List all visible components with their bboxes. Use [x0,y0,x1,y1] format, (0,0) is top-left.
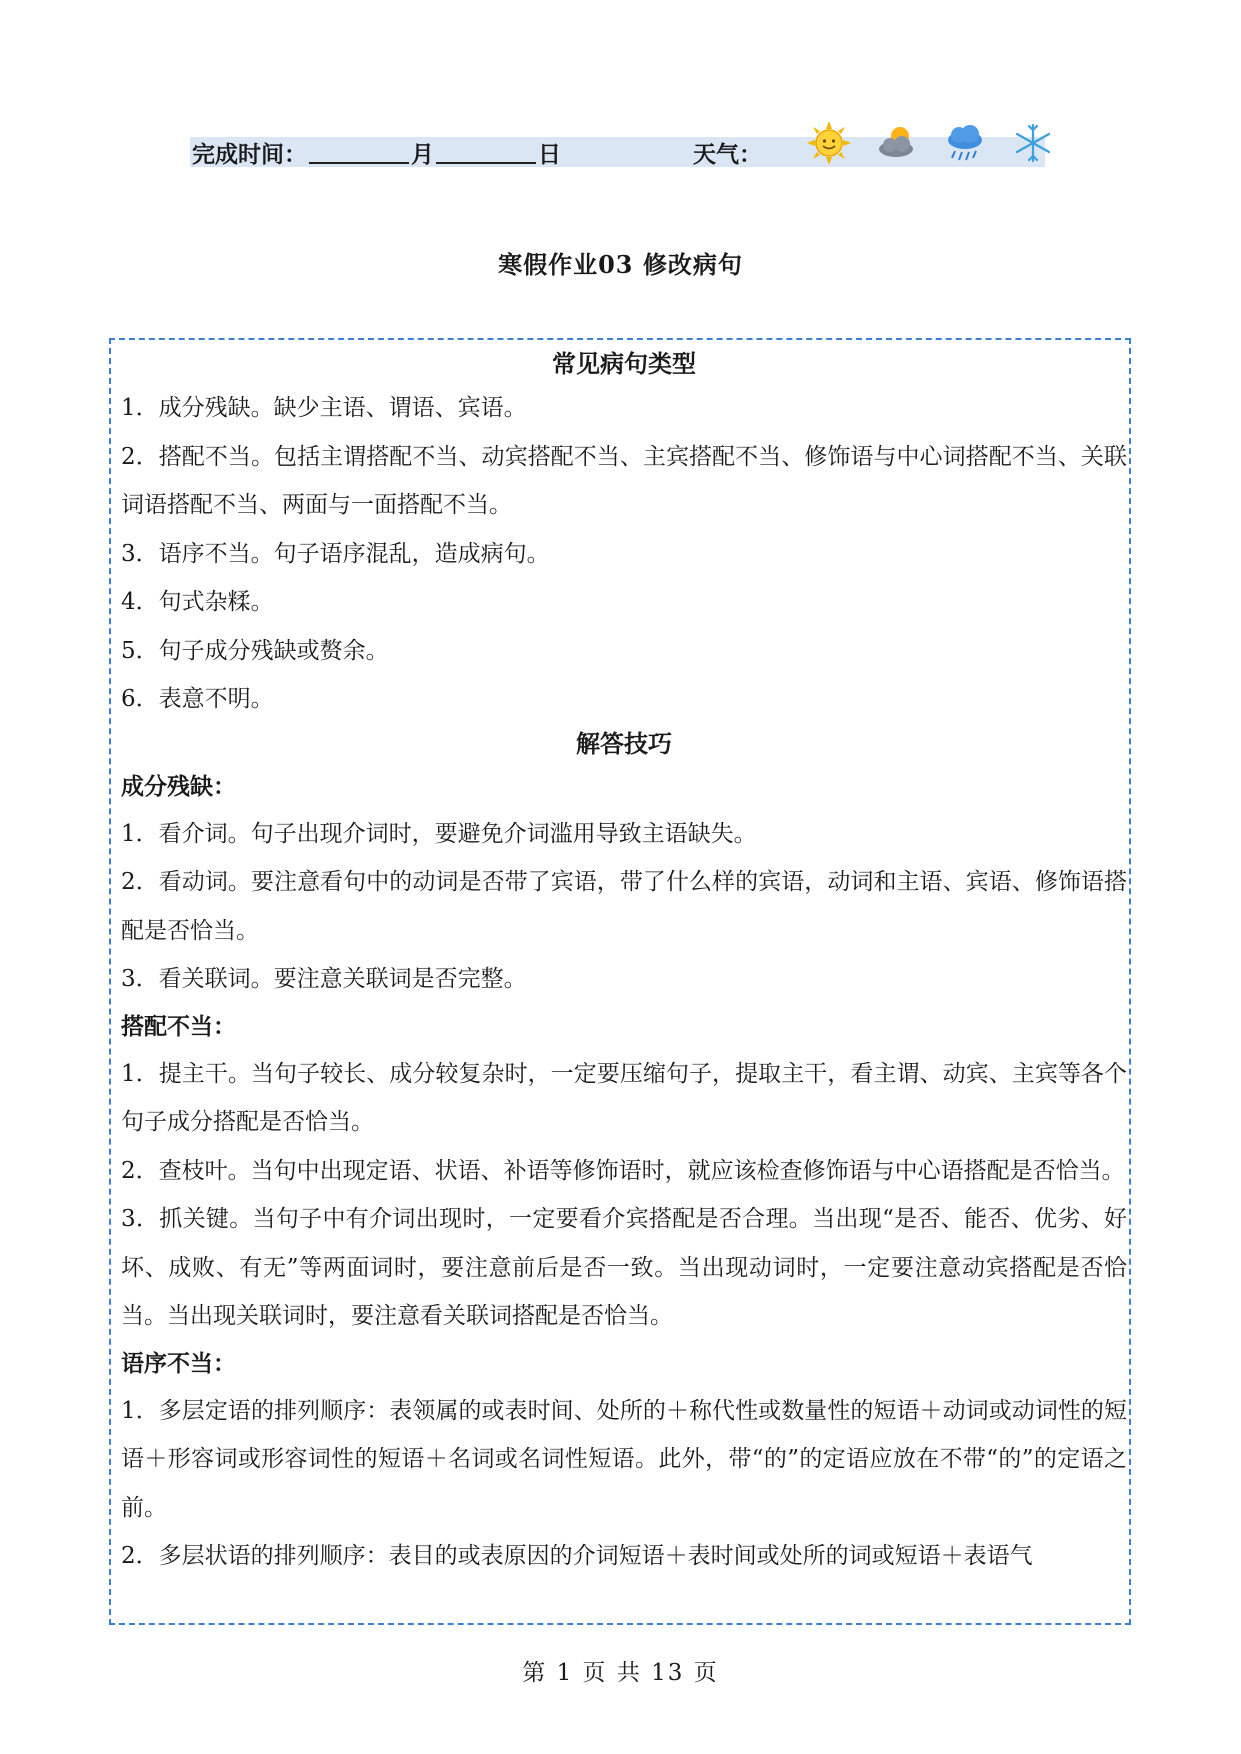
list-item: 3．看关联词。要注意关联词是否完整。 [121,966,527,992]
tips-group-title: 成分残缺： [121,773,236,800]
list-item: 1．成分残缺。缺少主语、谓语、宾语。 [121,395,527,421]
list-item: 1．看介词。句子出现介词时，要避免介词滥用导致主语缺失。 [121,820,757,847]
day-label: 日 [538,141,561,168]
weather-icons [806,120,1056,166]
tips-group-title: 语序不当： [121,1350,236,1377]
cloud-sun-icon[interactable] [874,120,920,166]
rain-cloud-icon[interactable] [942,120,988,166]
month-label: 月 [411,141,434,168]
content-box [109,338,1131,1625]
sun-icon[interactable] [806,120,852,166]
list-item: 3．语序不当。句子语序混乱，造成病句。 [121,540,550,567]
completion-row [192,134,762,170]
types-heading: 常见病句类型 [552,350,696,378]
weather-label: 天气： [693,141,762,168]
list-item: 2．搭配不当。包括主谓搭配不当、动宾搭配不当、主宾搭配不当、修饰语与中心词搭配不当、关联词语搭配不当、两面与一面搭配不当。 [121,443,1127,518]
snowflake-icon[interactable] [1010,120,1056,166]
month-blank[interactable] [309,140,409,164]
tips-group-title: 搭配不当： [121,1013,236,1040]
list-item: 6．表意不明。 [121,686,274,712]
page-number: 第 1 页 共 13 页 [522,1660,719,1686]
list-item: 4．句式杂糅。 [121,589,274,615]
list-item: 5．句子成分残缺或赘余。 [121,637,389,664]
list-item: 2．查枝叶。当句中出现定语、状语、补语等修饰语时，就应该检查修饰语与中心语搭配是否恰当。 [121,1157,1125,1184]
list-item: 2．看动词。要注意看句中的动词是否带了宾语，带了什么样的宾语，动词和主语、宾语、修饰语搭配是否恰当。 [121,869,1127,944]
page-title: 寒假作业03 修改病句 [498,250,743,279]
list-item: 2．多层状语的排列顺序：表目的或表原因的介词短语＋表时间或处所的词或短语＋表语气 [121,1543,1033,1569]
list-item: 1．多层定语的排列顺序：表领属的或表时间、处所的＋称代性或数量性的短语＋动词或动词性的短语＋形容词或形容词性的短语＋名词或名词性短语。此外，带“的”的定语应放在不带“的”的定语之前。 [121,1397,1127,1521]
list-item: 1．提主干。当句子较长、成分较复杂时，一定要压缩句子，提取主干，看主谓、动宾、主宾等各个句子成分搭配是否恰当。 [121,1060,1127,1135]
list-item: 3．抓关键。当句子中有介词出现时，一定要看介宾搭配是否合理。当出现“是否、能否、优劣、好坏、成败、有无”等两面词时，要注意前后是否一致。当出现动词时，一定要注意动宾搭配是否恰当。当出现关联词时，要注意看关联词搭配是否恰当。 [121,1206,1127,1329]
tips-heading: 解答技巧 [576,729,672,758]
completion-label: 完成时间： [192,141,307,168]
content-body [121,344,1127,1581]
day-blank[interactable] [436,140,536,164]
